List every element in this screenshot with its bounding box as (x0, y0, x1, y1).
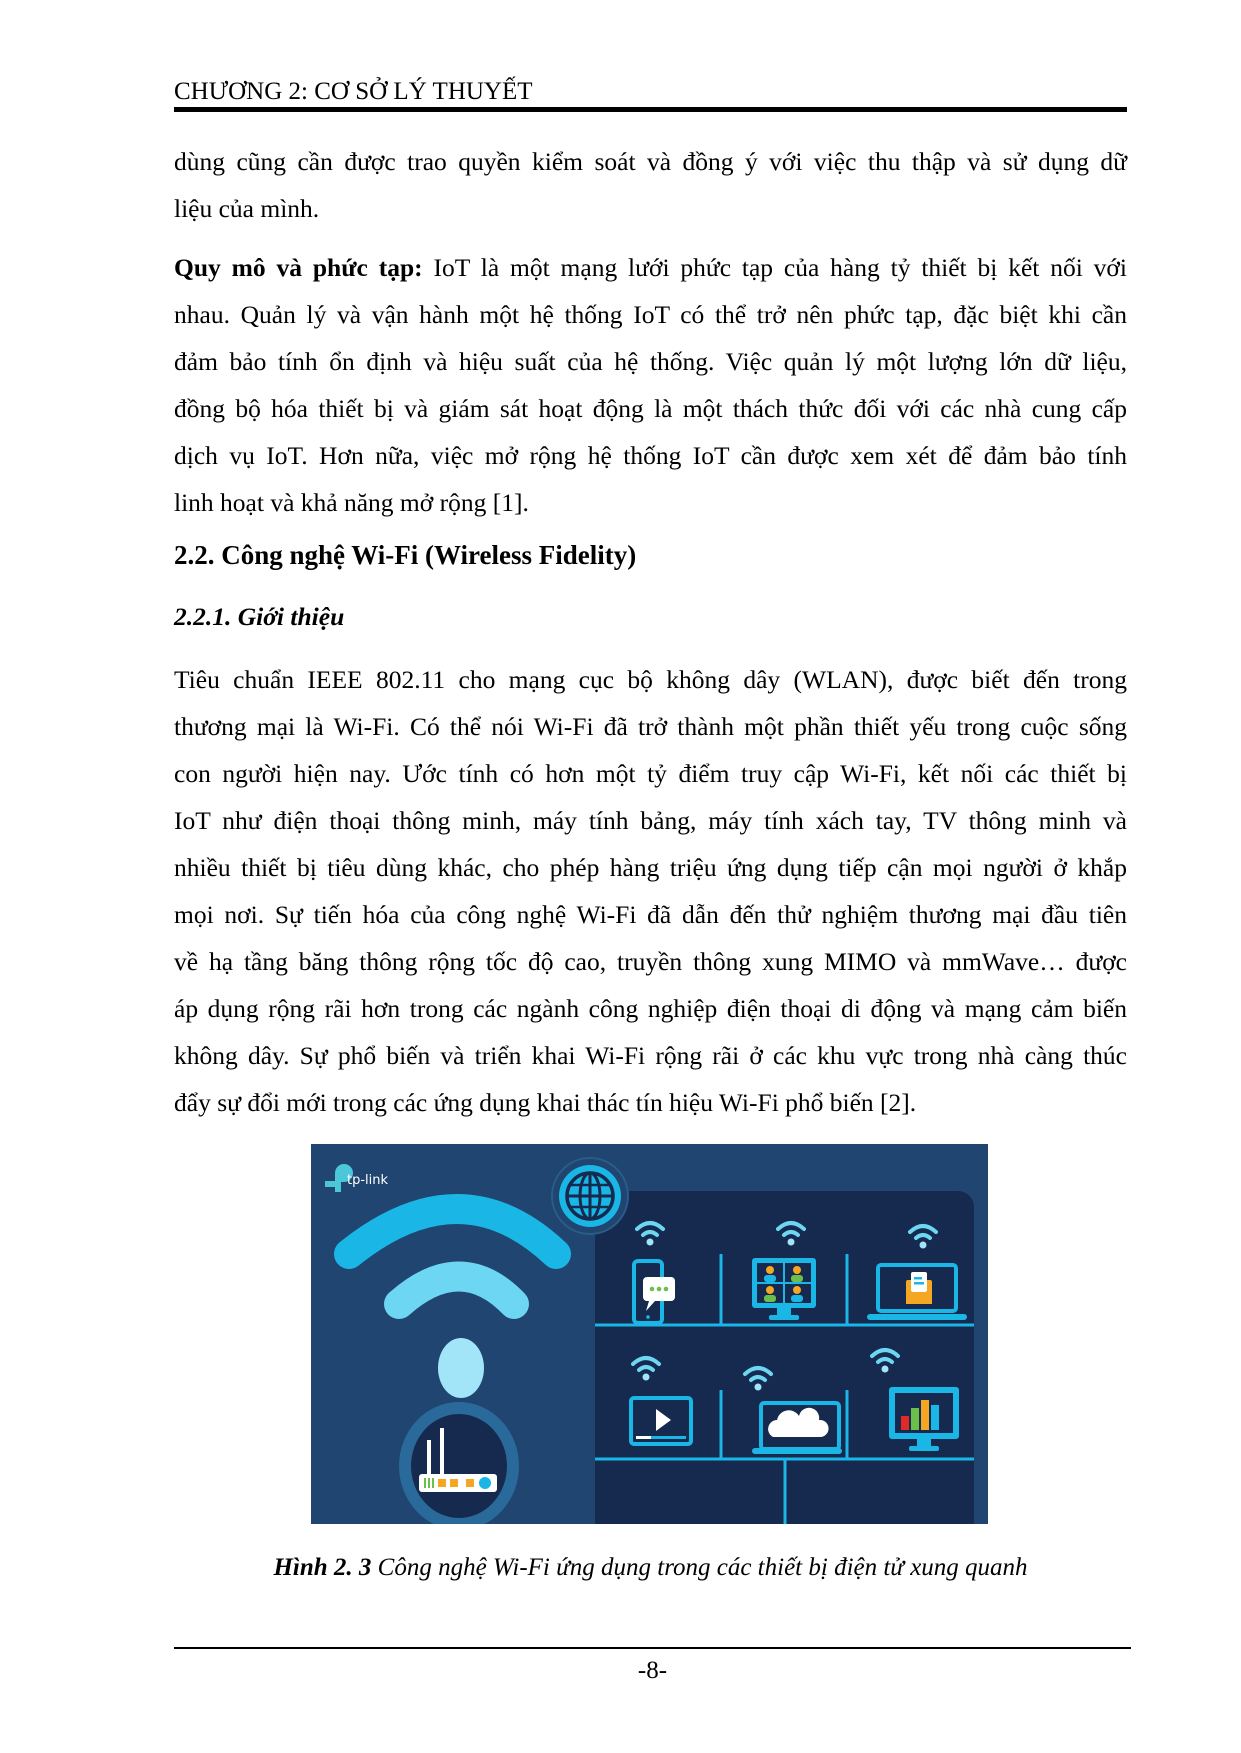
text-line: thương mại là Wi-Fi. Có thể nói Wi-Fi đã trở thành một phần thiết yếu trong cuộc sống (174, 712, 1127, 741)
text-line: nhiều thiết bị tiêu dùng khác, cho phép hàng triệu ứng dụng tiếp cận mọi người ở khắp (174, 853, 1127, 882)
text-line: về hạ tầng băng thông rộng tốc độ cao, truyền thông xung MIMO và mmWave… được (174, 947, 1127, 976)
paragraph-lead: Quy mô và phức tạp: (174, 253, 423, 282)
figure-caption-text: Công nghệ Wi-Fi ứng dụng trong các thiết bị điện tử xung quanh (371, 1554, 1028, 1581)
svg-text:tp-link: tp-link (347, 1173, 389, 1188)
text-line: mọi nơi. Sự tiến hóa của công nghệ Wi-Fi đã dẫn đến thử nghiệm thương mại đầu tiên (174, 900, 1127, 929)
wifi-figure (311, 1144, 988, 1524)
text-line: linh hoạt và khả năng mở rộng [1]. (174, 488, 529, 517)
chapter-header: CHƯƠNG 2: CƠ SỞ LÝ THUYẾT (174, 78, 533, 105)
text-line: dịch vụ IoT. Hơn nữa, việc mở rộng hệ thống IoT cần được xem xét để đảm bảo tính (174, 441, 1127, 470)
text-line: không dây. Sự phổ biến và triển khai Wi-Fi rộng rãi ở các khu vực trong nhà càng thúc (174, 1041, 1127, 1070)
header-rule (174, 107, 1127, 112)
figure-label: Hình 2. 3 (273, 1554, 372, 1581)
text-line: liệu của mình. (174, 194, 320, 223)
figure-caption (174, 1553, 1127, 1583)
text-line: đẩy sự đổi mới trong các ứng dụng khai thác tín hiệu Wi-Fi phổ biến [2]. (174, 1088, 917, 1117)
section-heading: 2.2. Công nghệ Wi-Fi (Wireless Fidelity) (174, 540, 637, 570)
paragraph-scale-complexity (174, 244, 1127, 526)
text-line: nhau. Quản lý và vận hành một hệ thống IoT có thể trở nên phức tạp, đặc biệt khi cần (174, 300, 1127, 329)
footer-rule (174, 1647, 1131, 1649)
text-line: áp dụng rộng rãi hơn trong các ngành công nghiệp điện thoại di động và mạng cảm biến (174, 994, 1127, 1023)
text-line: con người hiện nay. Ước tính có hơn một tỷ điểm truy cập Wi-Fi, kết nối các thiết bị (174, 759, 1127, 788)
subsection-heading: 2.2.1. Giới thiệu (174, 602, 345, 631)
text-line: dùng cũng cần được trao quyền kiểm soát và đồng ý với việc thu thập và sử dụng dữ (174, 147, 1127, 176)
router-icon (399, 1402, 519, 1524)
text-line: IoT như điện thoại thông minh, máy tính bảng, máy tính xách tay, TV thông minh và (174, 806, 1127, 835)
page-number: -8- (637, 1657, 668, 1684)
paragraph-data-control (174, 138, 1127, 232)
text-line: Tiêu chuẩn IEEE 802.11 cho mạng cục bộ không dây (WLAN), được biết đến trong (174, 665, 1127, 694)
globe-icon (552, 1158, 628, 1234)
paragraph-wifi-intro (174, 656, 1127, 1126)
text-line: đồng bộ hóa thiết bị và giám sát hoạt động là một thách thức đối với các nhà cung cấp (174, 394, 1127, 423)
text-line: IoT là một mạng lưới phức tạp của hàng tỷ thiết bị kết nối với (422, 253, 1127, 282)
text-line: đảm bảo tính ổn định và hiệu suất của hệ thống. Việc quản lý một lượng lớn dữ liệu, (174, 347, 1127, 376)
